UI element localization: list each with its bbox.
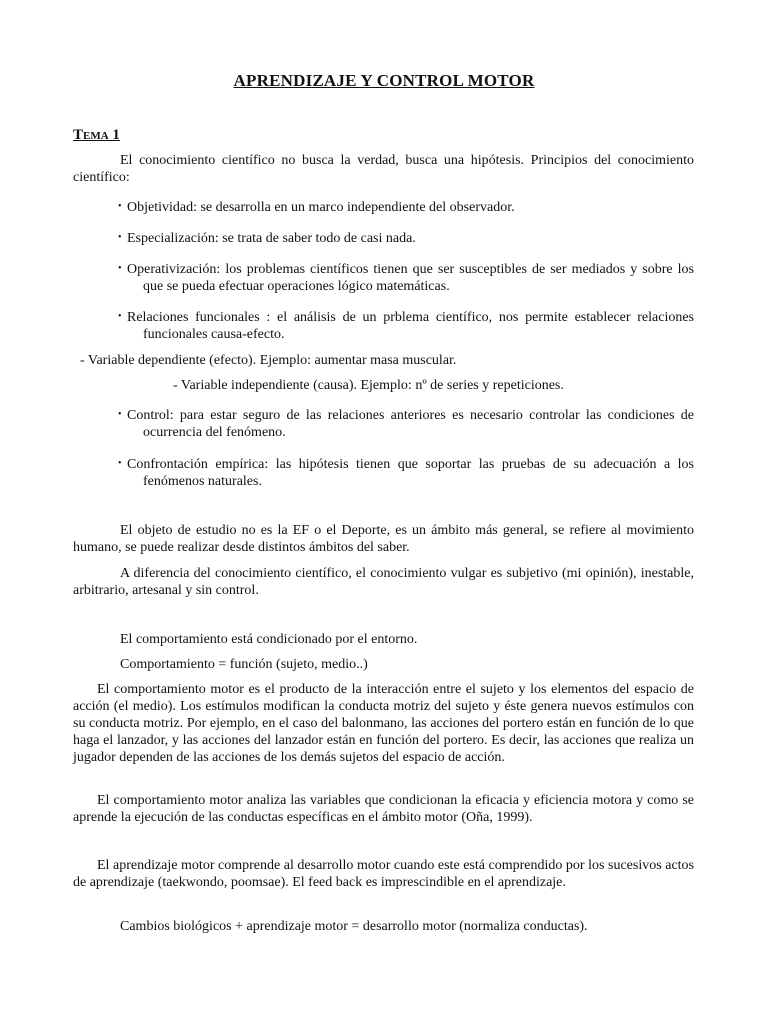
bullet-control (118, 406, 694, 441)
bullet-icon: • (118, 201, 122, 212)
bullet-icon: • (118, 311, 122, 322)
bullet-icon: • (118, 263, 122, 274)
section-heading: Tema 1 (73, 127, 120, 143)
comportamiento-analiza-paragraph: El comportamiento motor analiza las variables que condicionan la eficacia y eficiencia motora y como se aprende la ejecución de las conductas específicas en el ámbito motor (Oña, 1999). (73, 793, 694, 825)
variable-independiente: - Variable independiente (causa). Ejemplo: nº de series y repeticiones. (173, 378, 564, 393)
bullet-text: Objetividad: se desarrolla en un marco independiente del observador. (127, 200, 515, 215)
bullet-text: Especialización: se trata de saber todo de casi nada. (127, 231, 416, 246)
document-title: APRENDIZAJE Y CONTROL MOTOR (233, 71, 535, 90)
comportamiento-entorno: El comportamiento está condicionado por el entorno. (120, 632, 418, 647)
bullet-text: Confrontación empírica: las hipótesis tienen que soportar las pruebas de su adecuación a los fenómenos naturales. (127, 457, 694, 489)
bullet-icon: • (118, 458, 122, 469)
bullet-text: Control: para estar seguro de las relaciones anteriores es necesario controlar las condiciones de ocurrencia del fenómeno. (127, 408, 694, 440)
aprendizaje-motor-paragraph: El aprendizaje motor comprende al desarrollo motor cuando este está comprendido por los sucesivos actos de aprendizaje (taekwondo, poomsae). El feed back es imprescindible en el aprendizaje. (73, 858, 694, 890)
bullet-especializacion (118, 229, 694, 247)
bullet-confrontacion (118, 455, 694, 490)
bullet-icon: • (118, 409, 122, 420)
variable-dependiente: - Variable dependiente (efecto). Ejemplo: aumentar masa muscular. (80, 353, 457, 368)
comportamiento-funcion: Comportamiento = función (sujeto, medio..) (120, 657, 368, 672)
bullet-objetividad (118, 198, 694, 216)
intro-paragraph: El conocimiento científico no busca la verdad, busca una hipótesis. Principios del conocimiento científico: (73, 153, 694, 185)
comportamiento-motor-paragraph: El comportamiento motor es el producto de la interacción entre el sujeto y los elementos del espacio de acción (el medio). Los estímulos modifican la conducta motriz del sujeto y éste genera nuevos estímulos con su conducta motriz. Por ejemplo, en el caso del balonmano, las acciones del portero están en función de lo que haga el lanzador, y las acciones del lanzador están en función del portero. Es decir, las acciones que realiza un jugador dependen de las acciones de los demás sujetos del espacio de acción. (73, 682, 694, 765)
bullet-text: Relaciones funcionales : el análisis de un prblema científico, nos permite establecer relaciones funcionales causa-efecto. (127, 310, 694, 342)
bullet-operativizacion (118, 260, 694, 295)
conocimiento-vulgar-paragraph: A diferencia del conocimiento científico, el conocimiento vulgar es subjetivo (mi opinión), inestable, arbitrario, artesanal y sin control. (73, 566, 694, 598)
objeto-estudio-paragraph: El objeto de estudio no es la EF o el Deporte, es un ámbito más general, se refiere al movimiento humano, se puede realizar desde distintos ámbitos del saber. (73, 523, 694, 555)
bullet-icon: • (118, 232, 122, 243)
bullet-text: Operativización: los problemas científicos tienen que ser susceptibles de ser mediados y sobre los que se pueda efectuar operaciones lógico matemáticas. (127, 262, 694, 294)
bullet-relaciones (118, 308, 694, 343)
cambios-formula: Cambios biológicos + aprendizaje motor = desarrollo motor (normaliza conductas). (120, 919, 588, 934)
